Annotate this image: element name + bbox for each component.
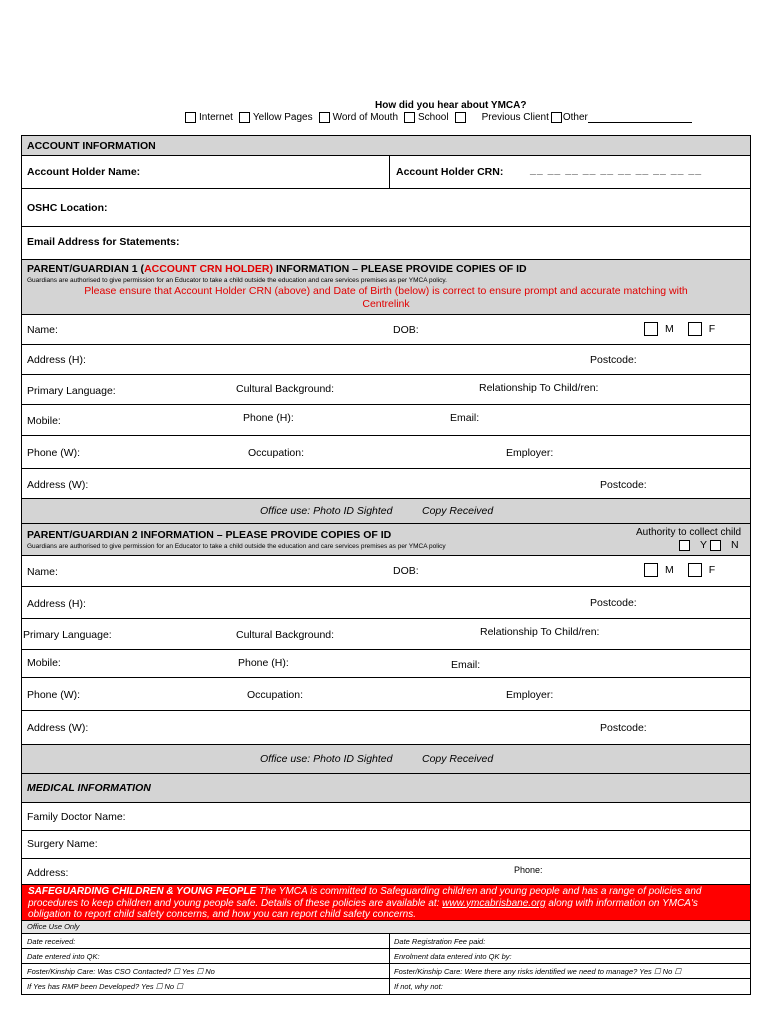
account-holder-row bbox=[22, 156, 750, 189]
safeguarding-line2 bbox=[28, 898, 744, 910]
parent2-contact-row bbox=[22, 650, 750, 678]
authority-yes-label: Y bbox=[700, 539, 708, 551]
dob-label: DOB: bbox=[393, 565, 419, 577]
section-title: MEDICAL INFORMATION bbox=[27, 782, 151, 794]
safeguarding-text3: along with information on YMCA's bbox=[545, 897, 698, 909]
email-label: Email: bbox=[451, 659, 481, 671]
other-blank[interactable] bbox=[588, 113, 692, 123]
postcode-label: Postcode: bbox=[590, 354, 637, 366]
authority-options bbox=[679, 539, 739, 551]
office-use-header bbox=[22, 921, 750, 934]
foster-cso-label: Foster/Kinship Care: Was CSO Contacted? ☐ Yes ☐ No bbox=[27, 967, 215, 976]
centrelink-notice-line1: Please ensure that Account Holder CRN (above) and Date of Birth (below) is correct to ensure prompt and accurate matching with bbox=[84, 285, 688, 297]
divider bbox=[389, 156, 390, 188]
medical-phone-label: Phone: bbox=[514, 865, 543, 875]
checkbox[interactable] bbox=[239, 112, 250, 123]
checkbox[interactable] bbox=[319, 112, 330, 123]
authority-no-label: N bbox=[731, 539, 739, 551]
cultural-background-label: Cultural Background: bbox=[236, 629, 335, 641]
hear-option-school[interactable] bbox=[404, 112, 449, 123]
authority-yes-checkbox[interactable] bbox=[679, 540, 690, 551]
relationship-label: Relationship To Child/ren: bbox=[480, 626, 600, 638]
divider bbox=[389, 934, 390, 948]
office-row-1 bbox=[22, 934, 750, 949]
medical-doctor-row bbox=[22, 803, 750, 831]
medical-address-label: Address: bbox=[27, 867, 69, 879]
parent1-header bbox=[22, 260, 750, 315]
phone-home-label: Phone (H): bbox=[243, 412, 294, 424]
office-row-4 bbox=[22, 979, 750, 994]
postcode-work-label: Postcode: bbox=[600, 479, 647, 491]
divider bbox=[389, 949, 390, 963]
name-label: Name: bbox=[27, 566, 58, 578]
statement-email-label: Email Address for Statements: bbox=[27, 236, 180, 248]
gender-f-label: F bbox=[708, 564, 716, 576]
option-label: Word of Mouth bbox=[332, 112, 399, 123]
parent1-name-row bbox=[22, 315, 750, 345]
date-entered-qk-label: Date entered into QK: bbox=[27, 952, 100, 961]
primary-language-label: Primary Language: bbox=[23, 629, 112, 641]
authority-no-checkbox[interactable] bbox=[710, 540, 721, 551]
mobile-label: Mobile: bbox=[27, 657, 61, 669]
mobile-label: Mobile: bbox=[27, 415, 61, 427]
parent2-subnote: Guardians are authorised to give permission for an Educator to take a child outside the education and care services premises as per YMCA policy bbox=[27, 543, 446, 550]
hear-about-options bbox=[185, 112, 698, 123]
authority-to-collect-label: Authority to collect child bbox=[636, 527, 742, 538]
account-holder-name-label: Account Holder Name: bbox=[27, 166, 141, 178]
address-work-label: Address (W): bbox=[27, 722, 89, 734]
gender-f-checkbox[interactable] bbox=[688, 563, 702, 577]
date-registration-fee-label: Date Registration Fee paid: bbox=[394, 937, 486, 946]
parent1-address-work-row bbox=[22, 469, 750, 499]
option-label: Yellow Pages bbox=[252, 112, 313, 123]
checkbox[interactable] bbox=[185, 112, 196, 123]
medical-surgery-row bbox=[22, 831, 750, 859]
centrelink-notice-line2: Centrelink bbox=[362, 298, 410, 310]
enrolment-qk-label: Enrolment data entered into QK by: bbox=[394, 952, 512, 961]
surgery-name-label: Surgery Name: bbox=[27, 838, 98, 850]
hear-about-title: How did you hear about YMCA? bbox=[375, 100, 527, 111]
safeguarding-lead: SAFEGUARDING CHILDREN & YOUNG PEOPLE bbox=[28, 886, 257, 897]
oshc-location-row bbox=[22, 189, 750, 227]
parent2-title: PARENT/GUARDIAN 2 INFORMATION – PLEASE PROVIDE COPIES OF ID bbox=[27, 529, 392, 541]
dob-label: DOB: bbox=[393, 324, 419, 336]
account-holder-crn-label: Account Holder CRN: bbox=[396, 166, 504, 178]
ymca-website-link[interactable]: www.ymcabrisbane.org bbox=[442, 897, 546, 909]
office-use-copy-received: Copy Received bbox=[422, 753, 494, 765]
medical-address-row bbox=[22, 859, 750, 885]
divider bbox=[389, 979, 390, 994]
safeguarding-text1: The YMCA is committed to Safeguarding children and young people and has a range of policies and bbox=[256, 886, 702, 897]
gender-m-label: M bbox=[665, 564, 674, 576]
postcode-work-label: Postcode: bbox=[600, 722, 647, 734]
option-label: Other bbox=[562, 112, 588, 123]
rmp-developed-label: If Yes has RMP been Developed? Yes ☐ No ☐ bbox=[27, 982, 183, 991]
foster-risks-label: Foster/Kinship Care: Were there any risks identified we need to manage? Yes ☐ No ☐ bbox=[394, 967, 682, 976]
checkbox[interactable] bbox=[404, 112, 415, 123]
parent1-contact-row bbox=[22, 405, 750, 436]
gender-m-checkbox[interactable] bbox=[644, 563, 658, 577]
gender-options bbox=[644, 322, 715, 336]
parent1-work-row bbox=[22, 436, 750, 469]
employer-label: Employer: bbox=[506, 689, 554, 701]
checkbox[interactable] bbox=[551, 112, 562, 123]
employer-label: Employer: bbox=[506, 447, 554, 459]
checkbox[interactable] bbox=[455, 112, 466, 123]
section-title: ACCOUNT INFORMATION bbox=[27, 140, 156, 152]
option-label: School bbox=[418, 112, 449, 123]
safeguarding-notice bbox=[22, 885, 750, 921]
gender-m-label: M bbox=[665, 323, 674, 335]
relationship-label: Relationship To Child/ren: bbox=[479, 382, 599, 394]
postcode-label: Postcode: bbox=[590, 597, 637, 609]
parent2-work-row bbox=[22, 678, 750, 711]
email-label: Email: bbox=[450, 412, 480, 424]
phone-home-label: Phone (H): bbox=[238, 657, 289, 669]
parent2-address-home-row bbox=[22, 587, 750, 619]
occupation-label: Occupation: bbox=[247, 689, 304, 701]
gender-options bbox=[644, 563, 715, 577]
address-home-label: Address (H): bbox=[27, 354, 86, 366]
safeguarding-text2: procedures to keep children and young people safe. Details of these policies are available at: bbox=[28, 897, 443, 909]
hear-option-word-of-mouth[interactable] bbox=[319, 112, 398, 123]
parent1-address-home-row bbox=[22, 345, 750, 375]
gender-f-label: F bbox=[708, 323, 716, 335]
if-not-why-label: If not, why not: bbox=[394, 982, 443, 991]
medical-header bbox=[22, 774, 750, 803]
divider bbox=[389, 964, 390, 978]
gender-m-checkbox[interactable] bbox=[644, 322, 658, 336]
account-info-header bbox=[22, 136, 750, 156]
enrolment-form bbox=[21, 135, 751, 995]
date-received-label: Date received: bbox=[27, 937, 76, 946]
option-label: Internet bbox=[199, 112, 233, 123]
office-use-photo-id: Office use: Photo ID Sighted bbox=[260, 753, 393, 765]
address-home-label: Address (H): bbox=[27, 598, 86, 610]
safeguarding-line3: obligation to report child safety concerns, and how you can report child safety concerns. bbox=[28, 909, 416, 920]
hear-option-yellow-pages[interactable] bbox=[239, 112, 313, 123]
safeguarding-line1 bbox=[28, 886, 744, 898]
account-holder-crn-field[interactable]: __ __ __ __ __ __ __ __ __ __ bbox=[530, 164, 703, 176]
parent2-office-use-row bbox=[22, 745, 750, 774]
name-label: Name: bbox=[27, 324, 58, 336]
office-use-copy-received: Copy Received bbox=[422, 505, 494, 517]
phone-work-label: Phone (W): bbox=[27, 689, 81, 701]
primary-language-label: Primary Language: bbox=[27, 385, 116, 397]
cultural-background-label: Cultural Background: bbox=[236, 383, 335, 395]
parent1-language-row bbox=[22, 375, 750, 405]
oshc-location-label: OSHC Location: bbox=[27, 202, 108, 214]
option-label: Previous Client bbox=[481, 112, 549, 123]
parent2-address-work-row bbox=[22, 711, 750, 745]
parent2-language-row bbox=[22, 619, 750, 650]
office-use-title: Office Use Only bbox=[27, 922, 80, 931]
gender-f-checkbox[interactable] bbox=[688, 322, 702, 336]
office-row-2 bbox=[22, 949, 750, 964]
parent1-office-use-row bbox=[22, 499, 750, 524]
parent2-name-row bbox=[22, 556, 750, 587]
address-work-label: Address (W): bbox=[27, 479, 89, 491]
hear-option-internet[interactable] bbox=[185, 112, 233, 123]
hear-option-other[interactable] bbox=[551, 112, 692, 123]
office-use-photo-id: Office use: Photo ID Sighted bbox=[260, 505, 393, 517]
office-row-3 bbox=[22, 964, 750, 979]
family-doctor-label: Family Doctor Name: bbox=[27, 811, 126, 823]
phone-work-label: Phone (W): bbox=[27, 447, 81, 459]
occupation-label: Occupation: bbox=[248, 447, 305, 459]
parent2-header bbox=[22, 524, 750, 556]
parent1-subnote: Guardians are authorised to give permission for an Educator to take a child outside the education and care services premises as per YMCA policy. bbox=[27, 277, 447, 284]
statement-email-row bbox=[22, 227, 750, 260]
hear-option-previous-client[interactable] bbox=[455, 112, 549, 123]
parent1-title: PARENT/GUARDIAN 1 (ACCOUNT CRN HOLDER) INFORMATION – PLEASE PROVIDE COPIES OF ID bbox=[27, 263, 527, 275]
